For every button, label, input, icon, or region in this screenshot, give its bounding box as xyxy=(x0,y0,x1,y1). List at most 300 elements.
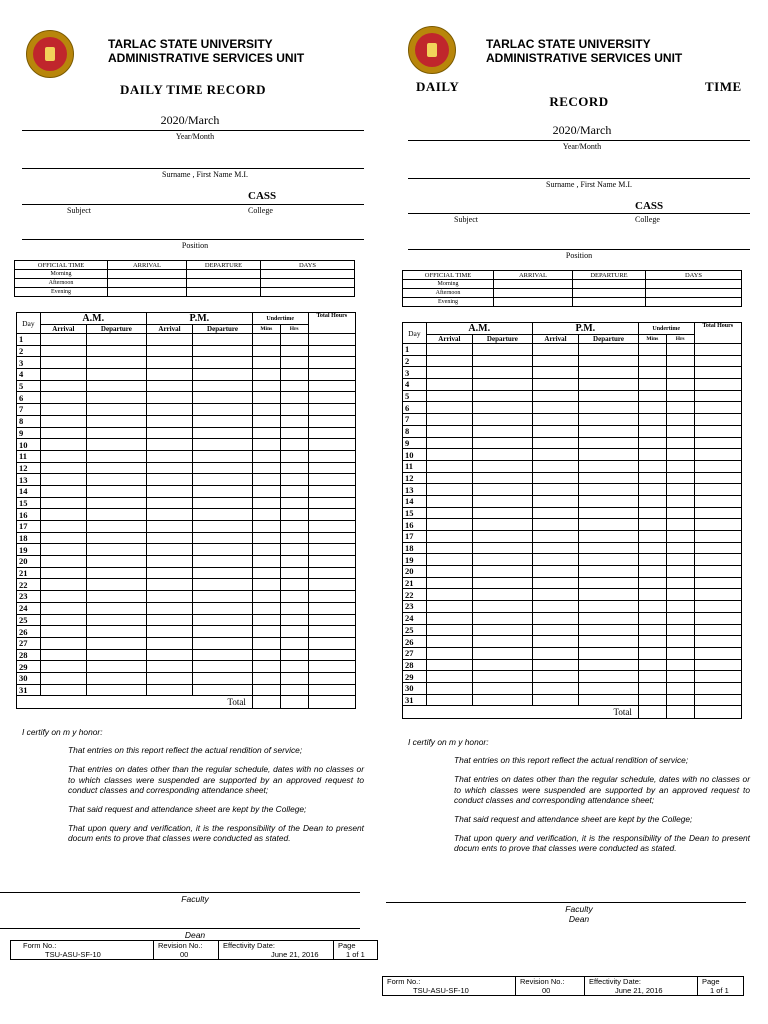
total-hours-total-cell[interactable] xyxy=(308,696,355,709)
pm-arrival-cell[interactable] xyxy=(532,694,578,706)
undertime-mins-cell[interactable] xyxy=(252,415,280,427)
pm-departure-cell[interactable] xyxy=(579,449,639,461)
am-departure-cell[interactable] xyxy=(87,369,147,381)
undertime-hrs-cell[interactable] xyxy=(666,519,694,531)
undertime-hrs-cell[interactable] xyxy=(280,369,308,381)
am-departure-cell[interactable] xyxy=(473,484,533,496)
undertime-mins-cell[interactable] xyxy=(638,367,666,379)
am-departure-cell[interactable] xyxy=(87,357,147,369)
undertime-hrs-cell[interactable] xyxy=(280,602,308,614)
undertime-mins-cell[interactable] xyxy=(252,369,280,381)
total-hours-cell[interactable] xyxy=(308,404,355,416)
am-arrival-cell[interactable] xyxy=(40,357,86,369)
am-departure-cell[interactable] xyxy=(87,602,147,614)
am-departure-cell[interactable] xyxy=(87,439,147,451)
undertime-hrs-cell[interactable] xyxy=(280,637,308,649)
total-hours-cell[interactable] xyxy=(694,612,741,624)
pm-arrival-cell[interactable] xyxy=(146,497,192,509)
undertime-mins-cell[interactable] xyxy=(638,531,666,543)
am-departure-cell[interactable] xyxy=(473,682,533,694)
undertime-hrs-cell[interactable] xyxy=(666,379,694,391)
am-departure-cell[interactable] xyxy=(87,521,147,533)
undertime-mins-cell[interactable] xyxy=(252,684,280,696)
total-hours-cell[interactable] xyxy=(694,449,741,461)
total-hours-cell[interactable] xyxy=(308,649,355,661)
am-arrival-cell[interactable] xyxy=(40,521,86,533)
pm-departure-cell[interactable] xyxy=(193,521,253,533)
undertime-mins-cell[interactable] xyxy=(252,509,280,521)
am-arrival-cell[interactable] xyxy=(426,659,472,671)
pm-departure-cell[interactable] xyxy=(579,379,639,391)
pm-arrival-cell[interactable] xyxy=(146,450,192,462)
pm-departure-cell[interactable] xyxy=(579,647,639,659)
total-hours-cell[interactable] xyxy=(308,684,355,696)
undertime-hrs-cell[interactable] xyxy=(280,404,308,416)
am-arrival-cell[interactable] xyxy=(40,614,86,626)
undertime-mins-cell[interactable] xyxy=(638,682,666,694)
am-departure-cell[interactable] xyxy=(87,684,147,696)
total-hours-cell[interactable] xyxy=(694,472,741,484)
am-departure-cell[interactable] xyxy=(473,460,533,472)
undertime-hrs-cell[interactable] xyxy=(666,659,694,671)
am-departure-cell[interactable] xyxy=(473,402,533,414)
pm-arrival-cell[interactable] xyxy=(532,531,578,543)
total-hours-cell[interactable] xyxy=(308,345,355,357)
am-arrival-cell[interactable] xyxy=(426,495,472,507)
am-arrival-cell[interactable] xyxy=(426,624,472,636)
undertime-hrs-cell[interactable] xyxy=(280,649,308,661)
pm-arrival-cell[interactable] xyxy=(532,577,578,589)
pm-departure-cell[interactable] xyxy=(193,637,253,649)
pm-departure-cell[interactable] xyxy=(193,567,253,579)
am-departure-cell[interactable] xyxy=(87,380,147,392)
total-hours-cell[interactable] xyxy=(694,647,741,659)
total-hours-total-cell[interactable] xyxy=(694,706,741,719)
am-departure-cell[interactable] xyxy=(87,614,147,626)
pm-departure-cell[interactable] xyxy=(193,357,253,369)
pm-arrival-cell[interactable] xyxy=(532,355,578,367)
undertime-hrs-cell[interactable] xyxy=(666,636,694,648)
pm-arrival-cell[interactable] xyxy=(146,509,192,521)
total-hours-cell[interactable] xyxy=(308,380,355,392)
am-arrival-cell[interactable] xyxy=(426,612,472,624)
pm-arrival-cell[interactable] xyxy=(146,521,192,533)
am-departure-cell[interactable] xyxy=(87,450,147,462)
am-arrival-cell[interactable] xyxy=(426,589,472,601)
undertime-hrs-cell[interactable] xyxy=(666,601,694,613)
am-arrival-cell[interactable] xyxy=(40,380,86,392)
pm-departure-cell[interactable] xyxy=(193,334,253,346)
am-arrival-cell[interactable] xyxy=(40,369,86,381)
undertime-mins-cell[interactable] xyxy=(638,414,666,426)
am-arrival-cell[interactable] xyxy=(40,345,86,357)
am-departure-cell[interactable] xyxy=(87,556,147,568)
total-hours-cell[interactable] xyxy=(694,542,741,554)
total-hours-cell[interactable] xyxy=(694,589,741,601)
pm-departure-cell[interactable] xyxy=(579,542,639,554)
am-arrival-cell[interactable] xyxy=(426,682,472,694)
am-departure-cell[interactable] xyxy=(473,495,533,507)
pm-arrival-cell[interactable] xyxy=(146,439,192,451)
am-arrival-cell[interactable] xyxy=(40,532,86,544)
pm-departure-cell[interactable] xyxy=(579,355,639,367)
pm-arrival-cell[interactable] xyxy=(146,404,192,416)
pm-departure-cell[interactable] xyxy=(579,682,639,694)
am-departure-cell[interactable] xyxy=(87,404,147,416)
undertime-mins-cell[interactable] xyxy=(638,601,666,613)
total-hours-cell[interactable] xyxy=(694,355,741,367)
pm-departure-cell[interactable] xyxy=(193,602,253,614)
am-arrival-cell[interactable] xyxy=(40,392,86,404)
undertime-mins-cell[interactable] xyxy=(638,519,666,531)
am-departure-cell[interactable] xyxy=(473,355,533,367)
am-departure-cell[interactable] xyxy=(473,531,533,543)
undertime-hrs-cell[interactable] xyxy=(666,460,694,472)
undertime-hrs-cell[interactable] xyxy=(666,344,694,356)
total-hours-cell[interactable] xyxy=(308,497,355,509)
am-arrival-cell[interactable] xyxy=(40,649,86,661)
am-departure-cell[interactable] xyxy=(473,414,533,426)
pm-arrival-cell[interactable] xyxy=(532,659,578,671)
am-arrival-cell[interactable] xyxy=(40,661,86,673)
pm-departure-cell[interactable] xyxy=(193,345,253,357)
undertime-hrs-cell[interactable] xyxy=(666,437,694,449)
pm-departure-cell[interactable] xyxy=(579,636,639,648)
am-arrival-cell[interactable] xyxy=(40,556,86,568)
pm-arrival-cell[interactable] xyxy=(146,626,192,638)
am-departure-cell[interactable] xyxy=(87,427,147,439)
total-hours-cell[interactable] xyxy=(308,614,355,626)
undertime-hrs-cell[interactable] xyxy=(280,357,308,369)
am-departure-cell[interactable] xyxy=(473,624,533,636)
pm-departure-cell[interactable] xyxy=(193,450,253,462)
pm-departure-cell[interactable] xyxy=(193,474,253,486)
pm-arrival-cell[interactable] xyxy=(146,591,192,603)
pm-arrival-cell[interactable] xyxy=(146,357,192,369)
total-hours-cell[interactable] xyxy=(694,379,741,391)
total-hours-cell[interactable] xyxy=(694,682,741,694)
am-arrival-cell[interactable] xyxy=(40,544,86,556)
undertime-mins-cell[interactable] xyxy=(252,334,280,346)
pm-arrival-cell[interactable] xyxy=(146,567,192,579)
am-arrival-cell[interactable] xyxy=(40,684,86,696)
total-mins-cell[interactable] xyxy=(638,706,666,719)
undertime-hrs-cell[interactable] xyxy=(666,507,694,519)
undertime-hrs-cell[interactable] xyxy=(280,392,308,404)
pm-arrival-cell[interactable] xyxy=(146,556,192,568)
undertime-hrs-cell[interactable] xyxy=(280,345,308,357)
total-hours-cell[interactable] xyxy=(308,369,355,381)
undertime-mins-cell[interactable] xyxy=(252,474,280,486)
am-departure-cell[interactable] xyxy=(473,379,533,391)
pm-departure-cell[interactable] xyxy=(193,556,253,568)
undertime-mins-cell[interactable] xyxy=(252,637,280,649)
pm-arrival-cell[interactable] xyxy=(532,589,578,601)
total-hours-cell[interactable] xyxy=(694,495,741,507)
pm-arrival-cell[interactable] xyxy=(532,460,578,472)
pm-departure-cell[interactable] xyxy=(193,439,253,451)
undertime-mins-cell[interactable] xyxy=(252,497,280,509)
undertime-mins-cell[interactable] xyxy=(638,379,666,391)
pm-departure-cell[interactable] xyxy=(193,579,253,591)
pm-arrival-cell[interactable] xyxy=(532,566,578,578)
am-departure-cell[interactable] xyxy=(87,544,147,556)
pm-arrival-cell[interactable] xyxy=(532,379,578,391)
am-arrival-cell[interactable] xyxy=(426,566,472,578)
undertime-mins-cell[interactable] xyxy=(252,521,280,533)
pm-arrival-cell[interactable] xyxy=(532,484,578,496)
am-arrival-cell[interactable] xyxy=(426,414,472,426)
pm-arrival-cell[interactable] xyxy=(532,390,578,402)
undertime-mins-cell[interactable] xyxy=(252,649,280,661)
pm-departure-cell[interactable] xyxy=(579,507,639,519)
pm-arrival-cell[interactable] xyxy=(146,661,192,673)
pm-departure-cell[interactable] xyxy=(193,404,253,416)
pm-departure-cell[interactable] xyxy=(193,427,253,439)
am-departure-cell[interactable] xyxy=(87,462,147,474)
pm-arrival-cell[interactable] xyxy=(532,344,578,356)
total-hours-cell[interactable] xyxy=(308,661,355,673)
am-departure-cell[interactable] xyxy=(87,649,147,661)
am-arrival-cell[interactable] xyxy=(426,507,472,519)
total-hours-cell[interactable] xyxy=(308,485,355,497)
am-arrival-cell[interactable] xyxy=(40,637,86,649)
undertime-mins-cell[interactable] xyxy=(252,579,280,591)
pm-departure-cell[interactable] xyxy=(579,460,639,472)
total-hours-cell[interactable] xyxy=(308,626,355,638)
undertime-hrs-cell[interactable] xyxy=(280,474,308,486)
am-arrival-cell[interactable] xyxy=(40,450,86,462)
am-departure-cell[interactable] xyxy=(87,626,147,638)
am-arrival-cell[interactable] xyxy=(40,439,86,451)
am-arrival-cell[interactable] xyxy=(426,601,472,613)
total-hours-cell[interactable] xyxy=(694,390,741,402)
total-hours-cell[interactable] xyxy=(694,566,741,578)
pm-arrival-cell[interactable] xyxy=(146,462,192,474)
undertime-mins-cell[interactable] xyxy=(252,614,280,626)
total-hours-cell[interactable] xyxy=(694,402,741,414)
undertime-mins-cell[interactable] xyxy=(638,495,666,507)
undertime-hrs-cell[interactable] xyxy=(666,682,694,694)
am-departure-cell[interactable] xyxy=(87,532,147,544)
pm-departure-cell[interactable] xyxy=(193,532,253,544)
pm-arrival-cell[interactable] xyxy=(146,427,192,439)
pm-arrival-cell[interactable] xyxy=(146,380,192,392)
undertime-mins-cell[interactable] xyxy=(638,425,666,437)
total-hours-cell[interactable] xyxy=(694,624,741,636)
pm-arrival-cell[interactable] xyxy=(146,415,192,427)
total-hours-cell[interactable] xyxy=(694,367,741,379)
am-arrival-cell[interactable] xyxy=(40,509,86,521)
undertime-mins-cell[interactable] xyxy=(638,589,666,601)
undertime-mins-cell[interactable] xyxy=(638,612,666,624)
undertime-mins-cell[interactable] xyxy=(252,462,280,474)
undertime-mins-cell[interactable] xyxy=(252,427,280,439)
undertime-hrs-cell[interactable] xyxy=(280,567,308,579)
pm-arrival-cell[interactable] xyxy=(146,544,192,556)
am-departure-cell[interactable] xyxy=(473,647,533,659)
am-departure-cell[interactable] xyxy=(87,334,147,346)
pm-arrival-cell[interactable] xyxy=(146,579,192,591)
total-hours-cell[interactable] xyxy=(308,579,355,591)
total-hours-cell[interactable] xyxy=(308,672,355,684)
undertime-mins-cell[interactable] xyxy=(252,392,280,404)
pm-arrival-cell[interactable] xyxy=(146,532,192,544)
undertime-mins-cell[interactable] xyxy=(638,636,666,648)
am-arrival-cell[interactable] xyxy=(426,542,472,554)
undertime-hrs-cell[interactable] xyxy=(280,556,308,568)
pm-departure-cell[interactable] xyxy=(579,414,639,426)
pm-arrival-cell[interactable] xyxy=(532,542,578,554)
undertime-mins-cell[interactable] xyxy=(252,591,280,603)
am-arrival-cell[interactable] xyxy=(426,379,472,391)
am-arrival-cell[interactable] xyxy=(40,497,86,509)
total-hrs-cell[interactable] xyxy=(280,696,308,709)
undertime-hrs-cell[interactable] xyxy=(280,462,308,474)
total-hours-cell[interactable] xyxy=(694,636,741,648)
am-arrival-cell[interactable] xyxy=(426,671,472,683)
undertime-hrs-cell[interactable] xyxy=(666,577,694,589)
am-arrival-cell[interactable] xyxy=(40,672,86,684)
pm-departure-cell[interactable] xyxy=(579,577,639,589)
total-hours-cell[interactable] xyxy=(308,532,355,544)
am-departure-cell[interactable] xyxy=(87,637,147,649)
pm-arrival-cell[interactable] xyxy=(532,682,578,694)
total-hours-cell[interactable] xyxy=(308,415,355,427)
pm-departure-cell[interactable] xyxy=(579,519,639,531)
total-hours-cell[interactable] xyxy=(694,507,741,519)
undertime-hrs-cell[interactable] xyxy=(666,472,694,484)
total-mins-cell[interactable] xyxy=(252,696,280,709)
pm-departure-cell[interactable] xyxy=(579,495,639,507)
undertime-hrs-cell[interactable] xyxy=(666,612,694,624)
pm-arrival-cell[interactable] xyxy=(532,647,578,659)
undertime-hrs-cell[interactable] xyxy=(280,334,308,346)
pm-departure-cell[interactable] xyxy=(579,472,639,484)
undertime-hrs-cell[interactable] xyxy=(280,544,308,556)
am-departure-cell[interactable] xyxy=(87,579,147,591)
pm-departure-cell[interactable] xyxy=(579,531,639,543)
undertime-hrs-cell[interactable] xyxy=(666,414,694,426)
total-hours-cell[interactable] xyxy=(694,577,741,589)
undertime-hrs-cell[interactable] xyxy=(666,589,694,601)
undertime-hrs-cell[interactable] xyxy=(666,647,694,659)
am-departure-cell[interactable] xyxy=(473,519,533,531)
pm-departure-cell[interactable] xyxy=(579,390,639,402)
pm-departure-cell[interactable] xyxy=(193,661,253,673)
undertime-hrs-cell[interactable] xyxy=(666,694,694,706)
undertime-mins-cell[interactable] xyxy=(252,357,280,369)
am-departure-cell[interactable] xyxy=(473,367,533,379)
undertime-hrs-cell[interactable] xyxy=(280,661,308,673)
am-arrival-cell[interactable] xyxy=(426,437,472,449)
am-arrival-cell[interactable] xyxy=(426,554,472,566)
undertime-mins-cell[interactable] xyxy=(252,672,280,684)
am-arrival-cell[interactable] xyxy=(40,485,86,497)
pm-departure-cell[interactable] xyxy=(193,684,253,696)
total-hours-cell[interactable] xyxy=(694,531,741,543)
total-hours-cell[interactable] xyxy=(308,567,355,579)
undertime-hrs-cell[interactable] xyxy=(280,532,308,544)
total-hours-cell[interactable] xyxy=(694,460,741,472)
total-hours-cell[interactable] xyxy=(308,509,355,521)
pm-arrival-cell[interactable] xyxy=(532,554,578,566)
am-arrival-cell[interactable] xyxy=(426,531,472,543)
total-hours-cell[interactable] xyxy=(308,544,355,556)
am-departure-cell[interactable] xyxy=(473,472,533,484)
am-departure-cell[interactable] xyxy=(87,485,147,497)
am-departure-cell[interactable] xyxy=(473,612,533,624)
undertime-hrs-cell[interactable] xyxy=(280,485,308,497)
am-departure-cell[interactable] xyxy=(473,425,533,437)
pm-departure-cell[interactable] xyxy=(193,497,253,509)
undertime-hrs-cell[interactable] xyxy=(280,427,308,439)
undertime-hrs-cell[interactable] xyxy=(666,484,694,496)
undertime-mins-cell[interactable] xyxy=(638,566,666,578)
pm-departure-cell[interactable] xyxy=(193,672,253,684)
pm-arrival-cell[interactable] xyxy=(146,637,192,649)
pm-departure-cell[interactable] xyxy=(193,369,253,381)
undertime-hrs-cell[interactable] xyxy=(280,509,308,521)
pm-departure-cell[interactable] xyxy=(193,392,253,404)
pm-departure-cell[interactable] xyxy=(193,614,253,626)
total-hours-cell[interactable] xyxy=(694,694,741,706)
am-arrival-cell[interactable] xyxy=(426,390,472,402)
pm-arrival-cell[interactable] xyxy=(146,614,192,626)
am-arrival-cell[interactable] xyxy=(426,484,472,496)
total-hours-cell[interactable] xyxy=(694,437,741,449)
undertime-mins-cell[interactable] xyxy=(252,345,280,357)
pm-departure-cell[interactable] xyxy=(579,601,639,613)
undertime-hrs-cell[interactable] xyxy=(666,367,694,379)
undertime-hrs-cell[interactable] xyxy=(280,415,308,427)
total-hours-cell[interactable] xyxy=(308,439,355,451)
undertime-hrs-cell[interactable] xyxy=(666,542,694,554)
am-arrival-cell[interactable] xyxy=(426,647,472,659)
pm-departure-cell[interactable] xyxy=(193,649,253,661)
undertime-mins-cell[interactable] xyxy=(638,355,666,367)
undertime-mins-cell[interactable] xyxy=(638,624,666,636)
am-arrival-cell[interactable] xyxy=(426,472,472,484)
pm-arrival-cell[interactable] xyxy=(146,684,192,696)
pm-arrival-cell[interactable] xyxy=(146,369,192,381)
am-arrival-cell[interactable] xyxy=(40,602,86,614)
am-departure-cell[interactable] xyxy=(473,566,533,578)
undertime-mins-cell[interactable] xyxy=(252,567,280,579)
undertime-hrs-cell[interactable] xyxy=(666,355,694,367)
pm-arrival-cell[interactable] xyxy=(146,602,192,614)
pm-arrival-cell[interactable] xyxy=(532,624,578,636)
am-departure-cell[interactable] xyxy=(473,671,533,683)
am-departure-cell[interactable] xyxy=(87,392,147,404)
total-hours-cell[interactable] xyxy=(694,414,741,426)
undertime-mins-cell[interactable] xyxy=(638,507,666,519)
am-arrival-cell[interactable] xyxy=(40,415,86,427)
pm-arrival-cell[interactable] xyxy=(532,507,578,519)
undertime-hrs-cell[interactable] xyxy=(666,425,694,437)
total-hours-cell[interactable] xyxy=(308,392,355,404)
undertime-mins-cell[interactable] xyxy=(252,602,280,614)
pm-arrival-cell[interactable] xyxy=(532,437,578,449)
pm-departure-cell[interactable] xyxy=(579,484,639,496)
undertime-hrs-cell[interactable] xyxy=(666,671,694,683)
undertime-mins-cell[interactable] xyxy=(638,577,666,589)
am-departure-cell[interactable] xyxy=(473,659,533,671)
total-hours-cell[interactable] xyxy=(308,602,355,614)
undertime-hrs-cell[interactable] xyxy=(666,566,694,578)
pm-arrival-cell[interactable] xyxy=(532,402,578,414)
am-arrival-cell[interactable] xyxy=(426,367,472,379)
